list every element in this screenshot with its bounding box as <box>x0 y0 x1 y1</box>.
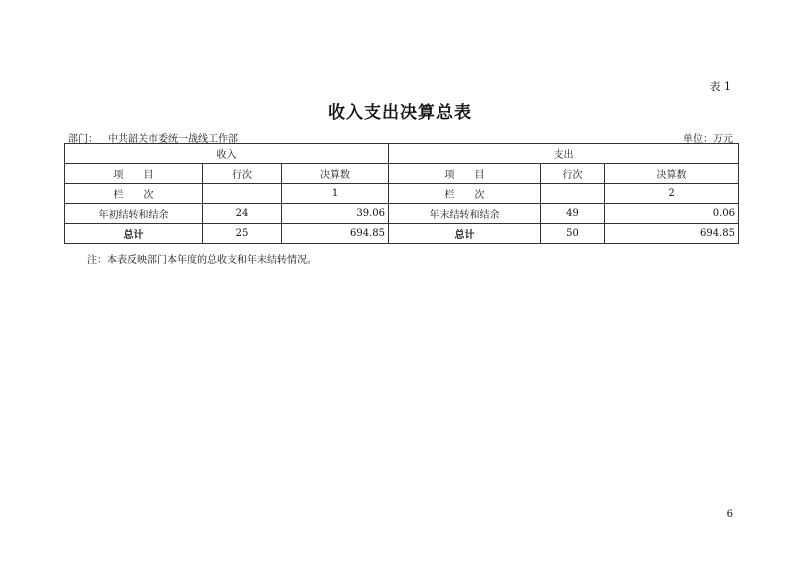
total-row <box>65 224 739 244</box>
expense-row-number: 49 <box>541 204 605 224</box>
income-amount: 39.06 <box>282 204 389 224</box>
page-number: 6 <box>726 509 733 520</box>
income-row-number: 24 <box>203 204 282 224</box>
expense-col-number: 2 <box>605 184 739 204</box>
expense-total-row-number: 50 <box>541 224 605 244</box>
expense-lanci-label: 栏 次 <box>389 184 541 204</box>
income-total-amount: 694.85 <box>282 224 389 244</box>
expense-total-label: 总计 <box>389 224 541 244</box>
income-amount-header: 决算数 <box>282 164 389 184</box>
expense-amount: 0.06 <box>605 204 739 224</box>
page-title: 收入支出决算总表 <box>328 103 472 123</box>
column-header-row <box>65 164 739 184</box>
table-number: 表 1 <box>709 80 731 93</box>
expense-row-header: 行次 <box>541 164 605 184</box>
section-header-row <box>65 144 739 164</box>
unit-label: 单位：万元 <box>683 134 733 145</box>
expense-item-header: 项 目 <box>389 164 541 184</box>
column-number-row <box>65 184 739 204</box>
income-lanci-label: 栏 次 <box>65 184 203 204</box>
income-col-number: 1 <box>282 184 389 204</box>
footnote: 注：本表反映部门本年度的总收支和年末结转情况。 <box>87 255 317 266</box>
income-row-header: 行次 <box>203 164 282 184</box>
budget-summary-table <box>64 143 739 244</box>
expense-total-amount: 694.85 <box>605 224 739 244</box>
expense-amount-header: 决算数 <box>605 164 739 184</box>
department-name: 中共韶关市委统一战线工作部 <box>108 134 238 145</box>
income-total-label: 总计 <box>65 224 203 244</box>
income-total-row-number: 25 <box>203 224 282 244</box>
income-item: 年初结转和结余 <box>65 204 203 224</box>
expense-item: 年末结转和结余 <box>389 204 541 224</box>
income-lanci-row <box>203 184 282 204</box>
department-label: 部门： <box>68 134 98 145</box>
income-item-header: 项 目 <box>65 164 203 184</box>
income-header: 收入 <box>65 144 389 164</box>
expense-header: 支出 <box>389 144 739 164</box>
table-row <box>65 204 739 224</box>
expense-lanci-row <box>541 184 605 204</box>
